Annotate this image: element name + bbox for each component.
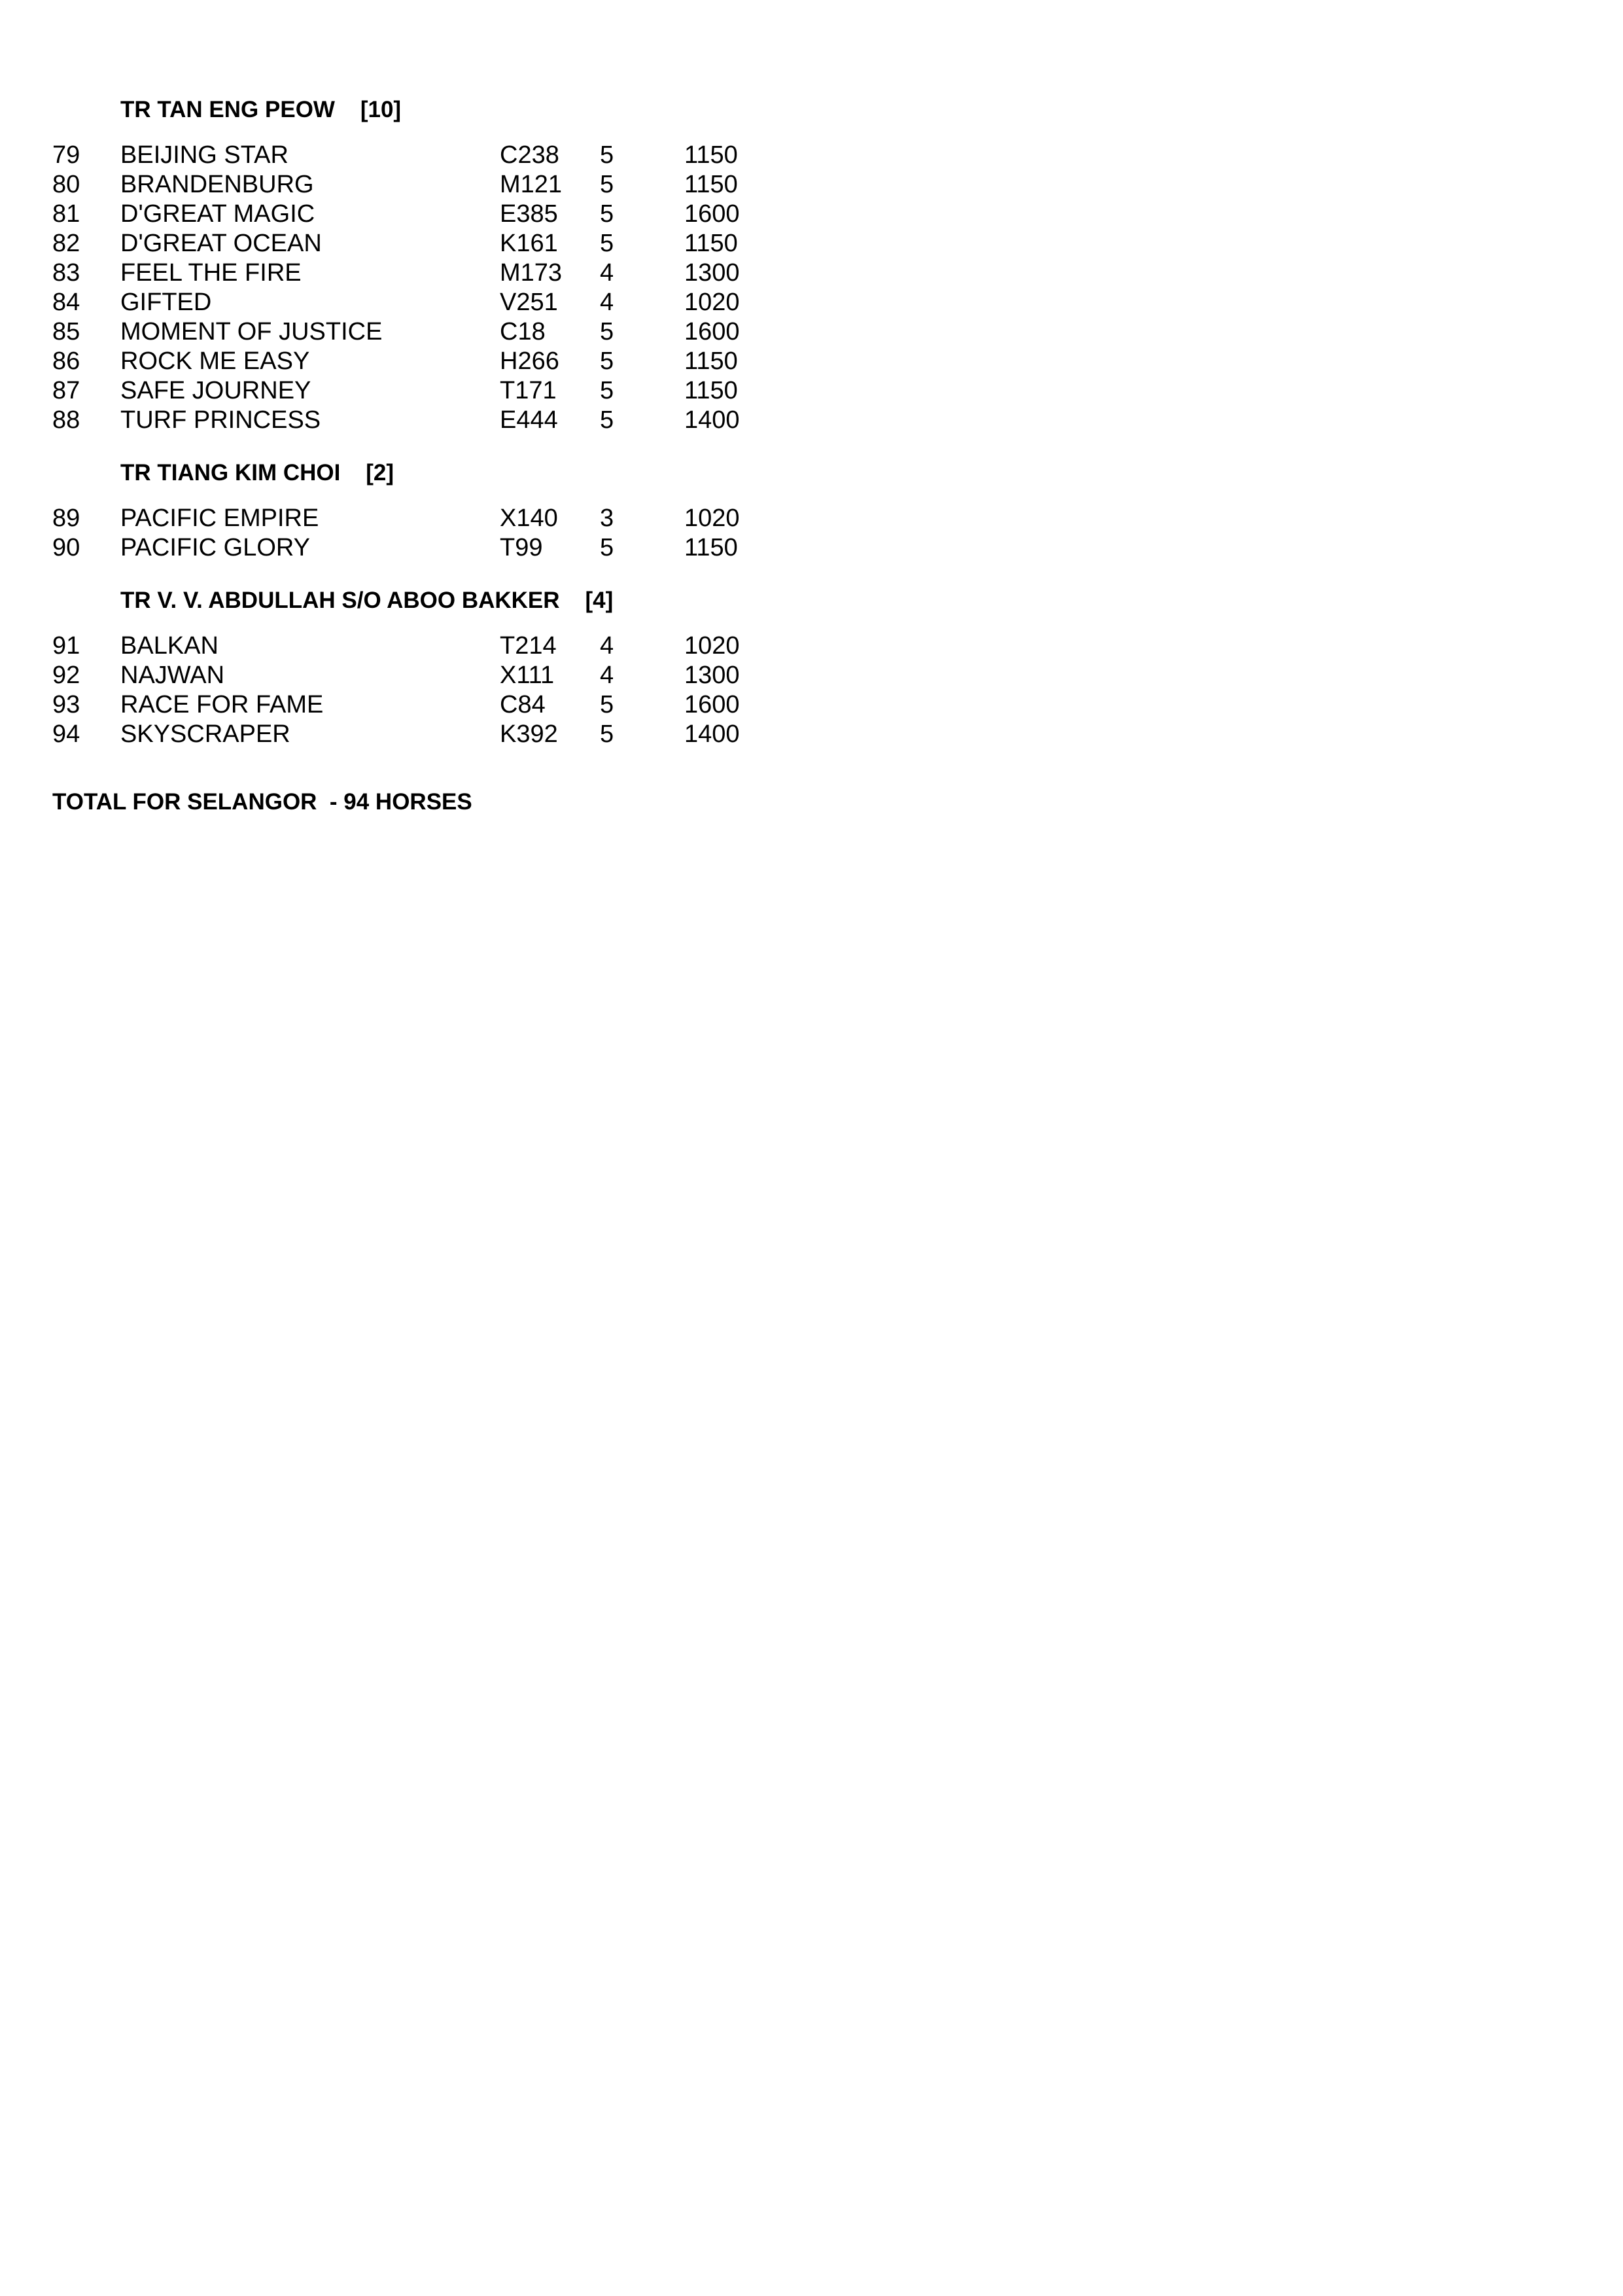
horse-number: 91 xyxy=(52,632,80,660)
horse-name: TURF PRINCESS xyxy=(120,406,321,434)
horse-row xyxy=(0,317,785,347)
horse-name: RACE FOR FAME xyxy=(120,691,324,718)
horse-row xyxy=(0,200,785,229)
horse-rating: 1400 xyxy=(684,406,740,434)
horse-code: M121 xyxy=(500,171,563,198)
horse-row xyxy=(0,406,785,435)
horse-rating: 1600 xyxy=(684,691,740,718)
horse-rating: 1400 xyxy=(684,720,740,748)
horse-row xyxy=(0,288,785,317)
horse-number: 87 xyxy=(52,377,80,404)
horse-row xyxy=(0,229,785,258)
horse-age: 5 xyxy=(600,230,614,257)
horse-age: 4 xyxy=(600,289,614,316)
horse-name: SKYSCRAPER xyxy=(120,720,290,748)
horse-rating: 1150 xyxy=(684,377,738,404)
horse-number: 79 xyxy=(52,141,80,169)
horse-rating: 1600 xyxy=(684,200,740,228)
horse-row xyxy=(0,347,785,376)
horse-name: GIFTED xyxy=(120,289,212,316)
horse-number: 90 xyxy=(52,534,80,561)
horse-code: C84 xyxy=(500,691,546,718)
horse-row xyxy=(0,504,785,533)
trainer-heading: TR V. V. ABDULLAH S/O ABOO BAKKER [4] xyxy=(120,588,614,613)
horse-code: X111 xyxy=(500,662,555,689)
horse-rating: 1300 xyxy=(684,662,740,689)
horse-code: T214 xyxy=(500,632,557,660)
horse-row xyxy=(0,631,785,661)
horse-rating: 1600 xyxy=(684,318,740,345)
horse-name: BEIJING STAR xyxy=(120,141,288,169)
horse-rating: 1150 xyxy=(684,230,738,257)
horse-number: 94 xyxy=(52,720,80,748)
horse-age: 5 xyxy=(600,377,614,404)
horse-age: 5 xyxy=(600,720,614,748)
horse-name: BALKAN xyxy=(120,632,218,660)
horse-code: M173 xyxy=(500,259,563,287)
horse-row xyxy=(0,141,785,170)
horse-age: 5 xyxy=(600,406,614,434)
horse-name: FEEL THE FIRE xyxy=(120,259,302,287)
horse-row xyxy=(0,533,785,563)
trainer-heading: TR TAN ENG PEOW [10] xyxy=(120,97,402,122)
horse-age: 3 xyxy=(600,504,614,532)
horse-number: 85 xyxy=(52,318,80,345)
horse-number: 81 xyxy=(52,200,80,228)
horse-number: 92 xyxy=(52,662,80,689)
horse-number: 93 xyxy=(52,691,80,718)
horse-age: 4 xyxy=(600,259,614,287)
horse-rating: 1150 xyxy=(684,141,738,169)
horse-age: 5 xyxy=(600,691,614,718)
horse-rating: 1150 xyxy=(684,347,738,375)
horse-code: K161 xyxy=(500,230,558,257)
horse-row xyxy=(0,720,785,749)
horse-code: V251 xyxy=(500,289,558,316)
horse-row xyxy=(0,170,785,200)
horse-row xyxy=(0,690,785,720)
trainer-heading: TR TIANG KIM CHOI [2] xyxy=(120,460,394,486)
horse-age: 5 xyxy=(600,141,614,169)
horse-rating: 1150 xyxy=(684,534,738,561)
horse-rating: 1300 xyxy=(684,259,740,287)
horse-age: 5 xyxy=(600,347,614,375)
horse-rating: 1150 xyxy=(684,171,738,198)
total-line: TOTAL FOR SELANGOR - 94 HORSES xyxy=(52,789,472,815)
horse-age: 4 xyxy=(600,632,614,660)
horse-code: E444 xyxy=(500,406,558,434)
horse-code: C238 xyxy=(500,141,559,169)
horse-age: 5 xyxy=(600,171,614,198)
horse-name: BRANDENBURG xyxy=(120,171,314,198)
horse-name: PACIFIC GLORY xyxy=(120,534,310,561)
horse-number: 82 xyxy=(52,230,80,257)
horse-name: D'GREAT OCEAN xyxy=(120,230,322,257)
horse-row xyxy=(0,661,785,690)
horse-code: T99 xyxy=(500,534,543,561)
horse-name: PACIFIC EMPIRE xyxy=(120,504,319,532)
horse-code: C18 xyxy=(500,318,546,345)
horse-name: MOMENT OF JUSTICE xyxy=(120,318,383,345)
horse-code: H266 xyxy=(500,347,559,375)
horse-row xyxy=(0,376,785,406)
horse-name: ROCK ME EASY xyxy=(120,347,310,375)
horse-rating: 1020 xyxy=(684,632,740,660)
horse-code: T171 xyxy=(500,377,557,404)
horse-number: 86 xyxy=(52,347,80,375)
horse-age: 4 xyxy=(600,662,614,689)
horse-row xyxy=(0,258,785,288)
horse-rating: 1020 xyxy=(684,504,740,532)
horse-age: 5 xyxy=(600,534,614,561)
horse-number: 83 xyxy=(52,259,80,287)
horse-age: 5 xyxy=(600,200,614,228)
horse-name: D'GREAT MAGIC xyxy=(120,200,315,228)
horse-number: 84 xyxy=(52,289,80,316)
horse-age: 5 xyxy=(600,318,614,345)
horse-code: K392 xyxy=(500,720,558,748)
horse-code: E385 xyxy=(500,200,558,228)
horse-code: X140 xyxy=(500,504,558,532)
horse-number: 88 xyxy=(52,406,80,434)
horse-number: 80 xyxy=(52,171,80,198)
horse-name: NAJWAN xyxy=(120,662,225,689)
horse-number: 89 xyxy=(52,504,80,532)
horse-rating: 1020 xyxy=(684,289,740,316)
horse-name: SAFE JOURNEY xyxy=(120,377,311,404)
